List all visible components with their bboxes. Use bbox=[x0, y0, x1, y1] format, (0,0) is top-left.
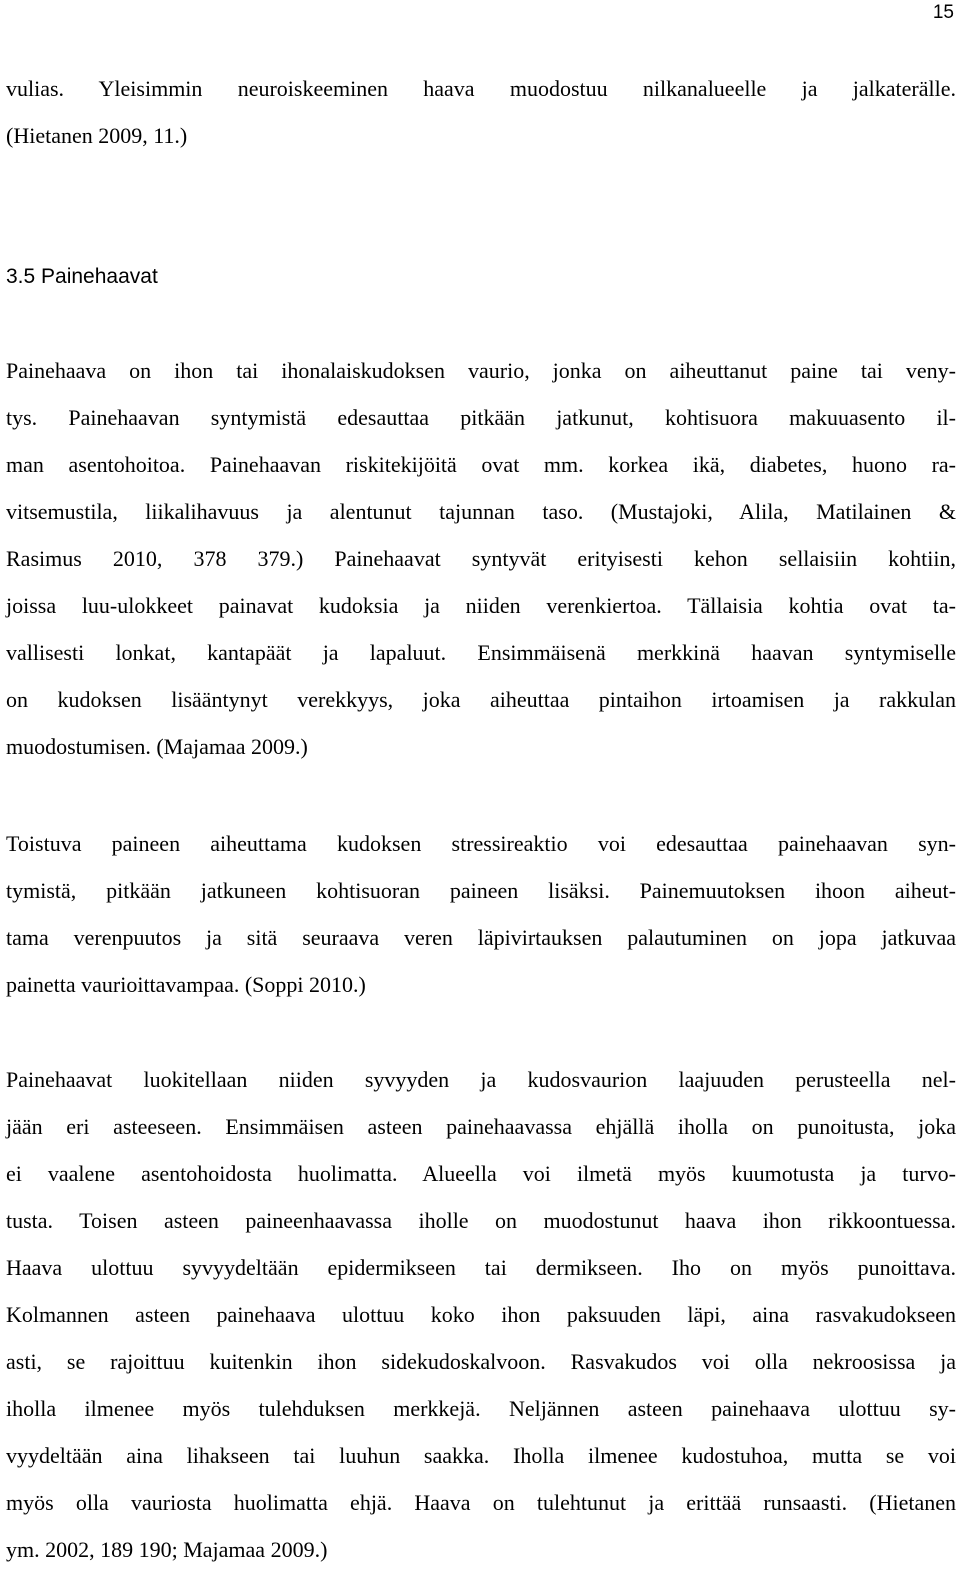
text-line: on kudoksen lisääntynyt verekkyys, joka aiheuttaa pintaihon irtoamisen ja rakkulan bbox=[6, 687, 956, 712]
paragraph-classification bbox=[6, 1056, 956, 1573]
text-line: man asentohoitoa. Painehaavan riskitekijöitä ovat mm. korkea ikä, diabetes, huono ra- bbox=[6, 452, 956, 477]
text-line: Painehaavat luokitellaan niiden syvyyden ja kudosvaurion laajuuden perusteella nel- bbox=[6, 1067, 956, 1092]
text-line: painetta vaurioittavampaa. (Soppi 2010.) bbox=[6, 972, 366, 997]
text-line: jään eri asteeseen. Ensimmäisen asteen painehaavassa ehjällä iholla on punoitusta, joka bbox=[6, 1114, 956, 1139]
text-line: myös olla vauriosta huolimatta ehjä. Haava on tulehtunut ja erittää runsaasti. (Hietanen bbox=[6, 1490, 956, 1515]
text-line: ei vaalene asentohoidosta huolimatta. Alueella voi ilmetä myös kuumotusta ja turvo- bbox=[6, 1161, 956, 1186]
text-line: muodostumisen. (Majamaa 2009.) bbox=[6, 734, 308, 759]
text-line: Rasimus 2010, 378 379.) Painehaavat syntyvät erityisesti kehon sellaisiin kohtiin, bbox=[6, 546, 956, 571]
text-line: (Hietanen 2009, 11.) bbox=[6, 123, 188, 148]
text-line: joissa luu-ulokkeet painavat kudoksia ja niiden verenkiertoa. Tällaisia kohtia ovat ta- bbox=[6, 593, 956, 618]
text-line: tama verenpuutos ja sitä seuraava veren läpivirtauksen palautuminen on jopa jatkuvaa bbox=[6, 925, 956, 950]
text-line: asti, se rajoittuu kuitenkin ihon sidekudoskalvoon. Rasvakudos voi olla nekroosissa ja bbox=[6, 1349, 956, 1374]
text-line: vyydeltään aina lihakseen tai luuhun saakka. Iholla ilmenee kudostuhoa, mutta se voi bbox=[6, 1443, 956, 1468]
text-line: Kolmannen asteen painehaava ulottuu koko ihon paksuuden läpi, aina rasvakudokseen bbox=[6, 1302, 956, 1327]
text-line: vitsemustila, liikalihavuus ja alentunut tajunnan taso. (Mustajoki, Alila, Matilainen & bbox=[6, 499, 956, 524]
text-line: tusta. Toisen asteen paineenhaavassa iholle on muodostunut haava ihon rikkoontuessa. bbox=[6, 1208, 956, 1233]
text-line: tymistä, pitkään jatkuneen kohtisuoran paineen lisäksi. Painemuutoksen ihoon aiheut- bbox=[6, 878, 956, 903]
section-heading: 3.5 Painehaavat bbox=[6, 265, 158, 288]
page-number: 15 bbox=[932, 2, 954, 23]
text-line: Haava ulottuu syvyydeltään epidermikseen tai dermikseen. Iho on myös punoittava. bbox=[6, 1255, 956, 1280]
paragraph-definition bbox=[6, 347, 956, 770]
intro-paragraph bbox=[6, 65, 956, 159]
text-line: Toistuva paineen aiheuttama kudoksen stressireaktio voi edesauttaa painehaavan syn- bbox=[6, 831, 956, 856]
text-line: ym. 2002, 189 190; Majamaa 2009.) bbox=[6, 1537, 328, 1562]
text-line: Painehaava on ihon tai ihonalaiskudoksen vaurio, jonka on aiheuttanut paine tai veny- bbox=[6, 358, 956, 383]
text-line: vallisesti lonkat, kantapäät ja lapaluut. Ensimmäisenä merkkinä haavan syntymiselle bbox=[6, 640, 956, 665]
text-line: tys. Painehaavan syntymistä edesauttaa pitkään jatkunut, kohtisuora makuuasento il- bbox=[6, 405, 956, 430]
text-line: iholla ilmenee myös tulehduksen merkkejä. Neljännen asteen painehaava ulottuu sy- bbox=[6, 1396, 956, 1421]
paragraph-stress-reaction bbox=[6, 820, 956, 1008]
text-line: vulias. Yleisimmin neuroiskeeminen haava muodostuu nilkanalueelle ja jalkaterälle. bbox=[6, 76, 956, 101]
